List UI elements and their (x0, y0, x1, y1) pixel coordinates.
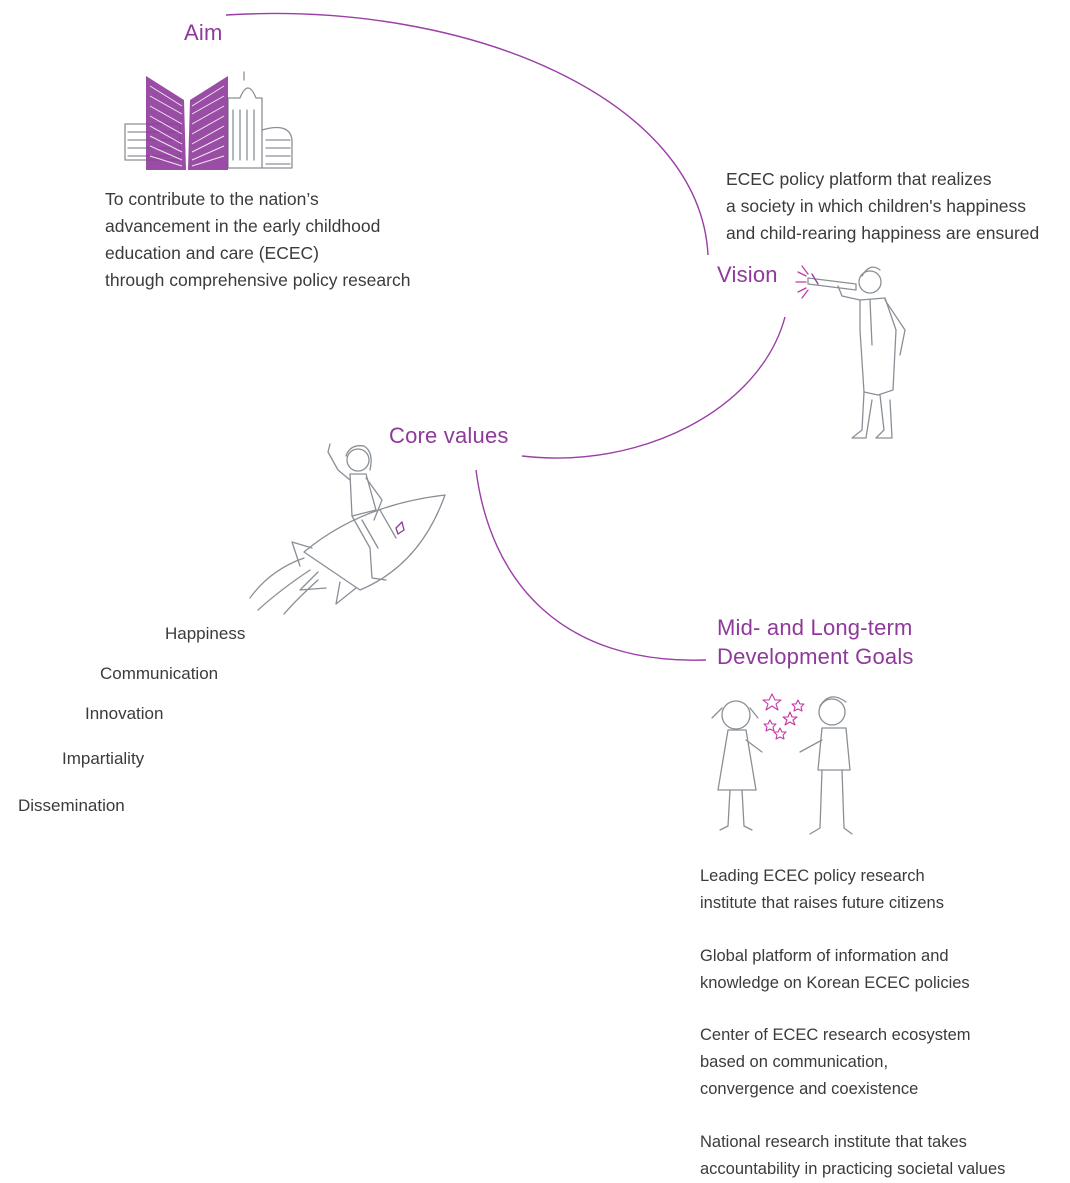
man-with-telescope-illustration (796, 266, 905, 438)
core-value-item: Dissemination (18, 796, 125, 815)
core-value-item: Communication (100, 664, 219, 683)
core-goals-curve (476, 470, 706, 660)
vision-text: ECEC policy platform that realizes a society in which children's happiness and child-rearing happiness are ensured (726, 169, 1040, 243)
aim-title: Aim (184, 20, 223, 45)
aim-text: To contribute to the nation’s advancement in the early childhood education and care (ECEC) through comprehensive policy research (105, 189, 411, 290)
goal-item: National research institute that takes accountability in practicing societal values (700, 1133, 1006, 1178)
children-with-stars-illustration (712, 694, 852, 834)
goal-item: Global platform of information and knowledge on Korean ECEC policies (700, 947, 970, 992)
core-value-item: Impartiality (62, 749, 145, 768)
woman-riding-rocket-illustration (250, 444, 445, 614)
goals-title: Mid- and Long-term Development Goals (717, 615, 914, 669)
buildings-illustration (125, 72, 292, 170)
core-value-item: Happiness (165, 624, 246, 643)
vision-core-curve (522, 317, 785, 458)
goal-item: Leading ECEC policy research institute that raises future citizens (700, 867, 944, 912)
vision-title: Vision (717, 262, 778, 287)
core-value-item: Innovation (85, 704, 164, 723)
core-values-title: Core values (389, 423, 509, 448)
goal-item: Center of ECEC research ecosystem based on communication, convergence and coexistence (700, 1026, 971, 1098)
